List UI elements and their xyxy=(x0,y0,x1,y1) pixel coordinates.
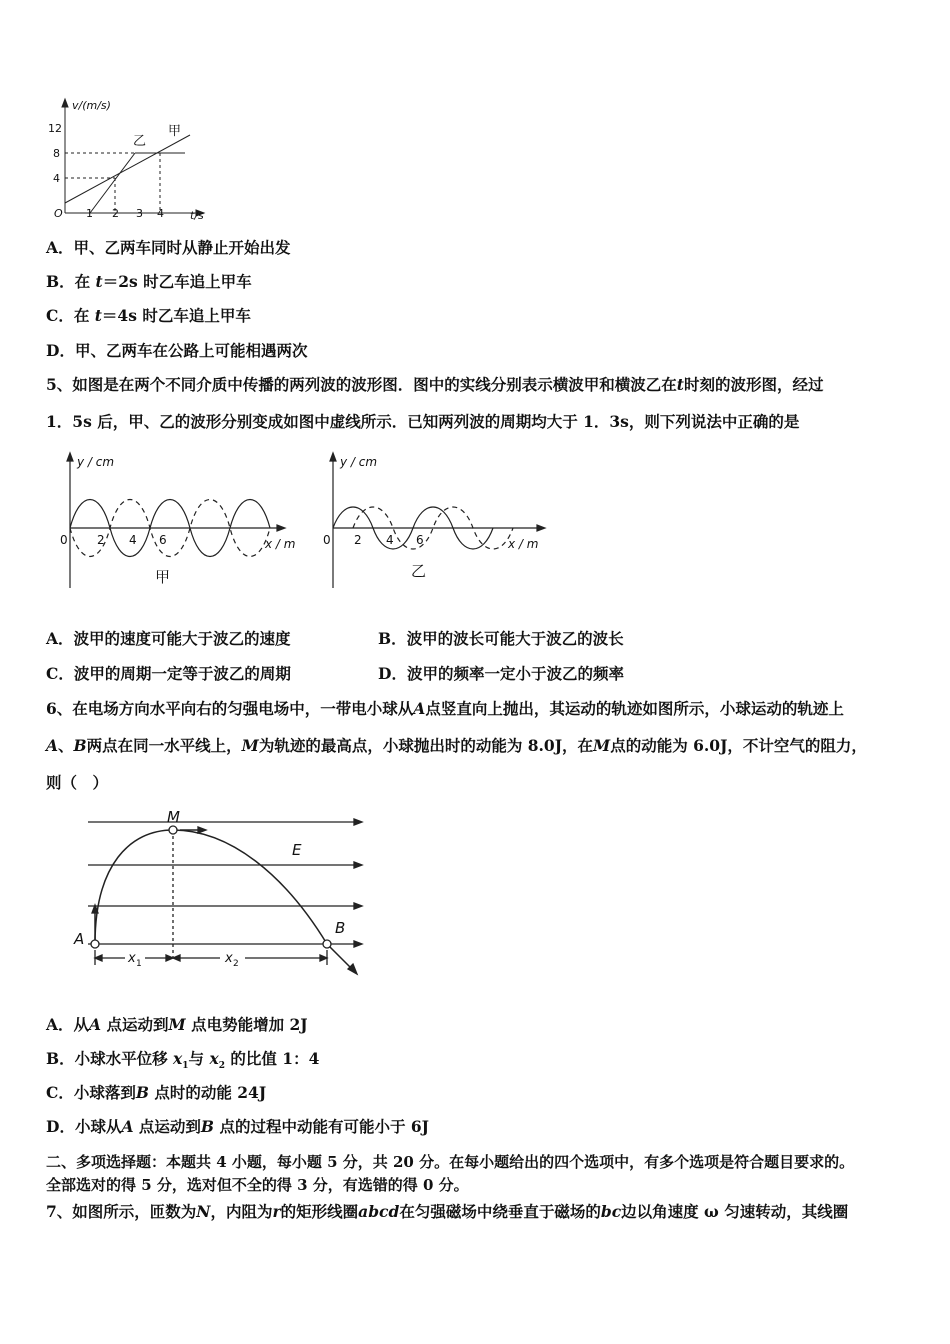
q4-option-c: C．在 t＝4s 时乙车追上甲车 xyxy=(46,306,251,325)
vt-chart xyxy=(40,95,220,225)
wave-yi-origin: 0 xyxy=(323,533,331,547)
label-E: E xyxy=(292,841,302,859)
wave-jia-tick: 4 xyxy=(129,533,137,547)
q5-option-a: A．波甲的速度可能大于波乙的速度 xyxy=(46,629,291,648)
field-trajectory-figure xyxy=(70,805,370,980)
wave-jia-tick: 6 xyxy=(159,533,167,547)
ytick: 12 xyxy=(48,122,62,135)
q4-option-d: D．甲、乙两车在公路上可能相遇两次 xyxy=(46,341,308,360)
label-x2: x xyxy=(225,951,233,966)
label-x1: x xyxy=(128,951,136,966)
point-B xyxy=(323,940,331,948)
point-M xyxy=(169,826,177,834)
q6-option-d: D．小球从A 点运动到B 点的过程中动能有可能小于 6J xyxy=(46,1117,429,1136)
wave-yi-tick: 2 xyxy=(354,533,362,547)
point-A xyxy=(91,940,99,948)
label-x1-sub: 1 xyxy=(136,959,142,969)
ytick: 8 xyxy=(53,147,60,160)
wave-figure-yi xyxy=(318,450,558,590)
label-A: A xyxy=(74,930,85,948)
q5-stem-line2: 1．5s 后，甲、乙的波形分别变成如图中虚线所示．已知两列波的周期均大于 1．3s，则下列说法中正确的是 xyxy=(46,412,800,431)
xtick: 4 xyxy=(157,207,164,220)
q7-stem-line1: 7、如图所示，匝数为N，内阻为r的矩形线圈abcd在匀强磁场中绕垂直于磁场的bc边以角速度 ω 匀速转动，其线圈 xyxy=(46,1202,849,1221)
section2-line2: 全部选对的得 5 分，选对但不全的得 3 分，有选错的得 0 分。 xyxy=(46,1176,469,1194)
wave-figure-jia xyxy=(55,450,315,590)
q6-stem-line2: A、B两点在同一水平线上，M为轨迹的最高点，小球抛出时的动能为 8.0J，在M点的动能为 6.0J，不计空气的阻力， xyxy=(46,736,867,755)
q5-option-c: C．波甲的周期一定等于波乙的周期 xyxy=(46,664,291,683)
q6-option-b: B．小球水平位移 $x_1$与 $x_2$ 的比值 1：4 xyxy=(46,1049,320,1072)
xtick: 1 xyxy=(86,207,93,220)
label-B: B xyxy=(335,919,346,937)
q6-stem-line1: 6、在电场方向水平向右的匀强电场中，一带电小球从A点竖直向上抛出，其运动的轨迹如图所示，小球运动的轨迹上 xyxy=(46,699,844,718)
v-axis-label: v/(m/s) xyxy=(72,99,111,112)
label-M: M xyxy=(167,808,180,826)
q6-option-c: C．小球落到B 点时的动能 24J xyxy=(46,1083,267,1102)
xtick: 3 xyxy=(136,207,143,220)
trajectory xyxy=(95,830,353,970)
t-axis-label: t/s xyxy=(190,209,204,222)
wave-jia-xlabel: x / m xyxy=(265,537,296,551)
q5-stem-line1: 5、如图是在两个不同介质中传播的两列波的波形图．图中的实线分别表示横波甲和横波乙在t时刻的波形图，经过 xyxy=(46,375,824,394)
wave-jia-origin: 0 xyxy=(60,533,68,547)
label-jia: 甲 xyxy=(168,124,182,139)
xtick: 2 xyxy=(112,207,119,220)
label-x2-sub: 2 xyxy=(233,959,239,969)
wave-yi-ylabel: y / cm xyxy=(340,455,378,469)
label-yi: 乙 xyxy=(133,134,147,149)
q6-stem-line3: 则（ ） xyxy=(46,773,109,792)
q4-option-b: B．在 t＝2s 时乙车追上甲车 xyxy=(46,272,252,291)
wave-jia-ylabel: y / cm xyxy=(77,455,115,469)
wave-yi-tick: 4 xyxy=(386,533,394,547)
wave-yi-caption: 乙 xyxy=(411,562,427,580)
origin-label: O xyxy=(54,207,63,220)
q5-option-d: D．波甲的频率一定小于波乙的频率 xyxy=(378,664,624,683)
line-jia xyxy=(65,135,190,203)
wave-yi-tick: 6 xyxy=(416,533,424,547)
line-yi-ramp xyxy=(90,153,135,213)
section2-line1: 二、多项选择题：本题共 4 小题，每小题 5 分，共 20 分。在每小题给出的四个选项中，有多个选项是符合题目要求的。 xyxy=(46,1153,855,1171)
v-axis-arrow xyxy=(62,99,68,107)
q4-option-a: A．甲、乙两车同时从静止开始出发 xyxy=(46,238,291,257)
wave-jia-tick: 2 xyxy=(97,533,105,547)
q6-option-a: A．从A 点运动到M 点电势能增加 2J xyxy=(46,1015,308,1034)
wave-yi-xlabel: x / m xyxy=(508,537,539,551)
wave-jia-caption: 甲 xyxy=(155,568,171,586)
q5-option-b: B．波甲的波长可能大于波乙的波长 xyxy=(378,629,624,648)
ytick: 4 xyxy=(53,172,60,185)
